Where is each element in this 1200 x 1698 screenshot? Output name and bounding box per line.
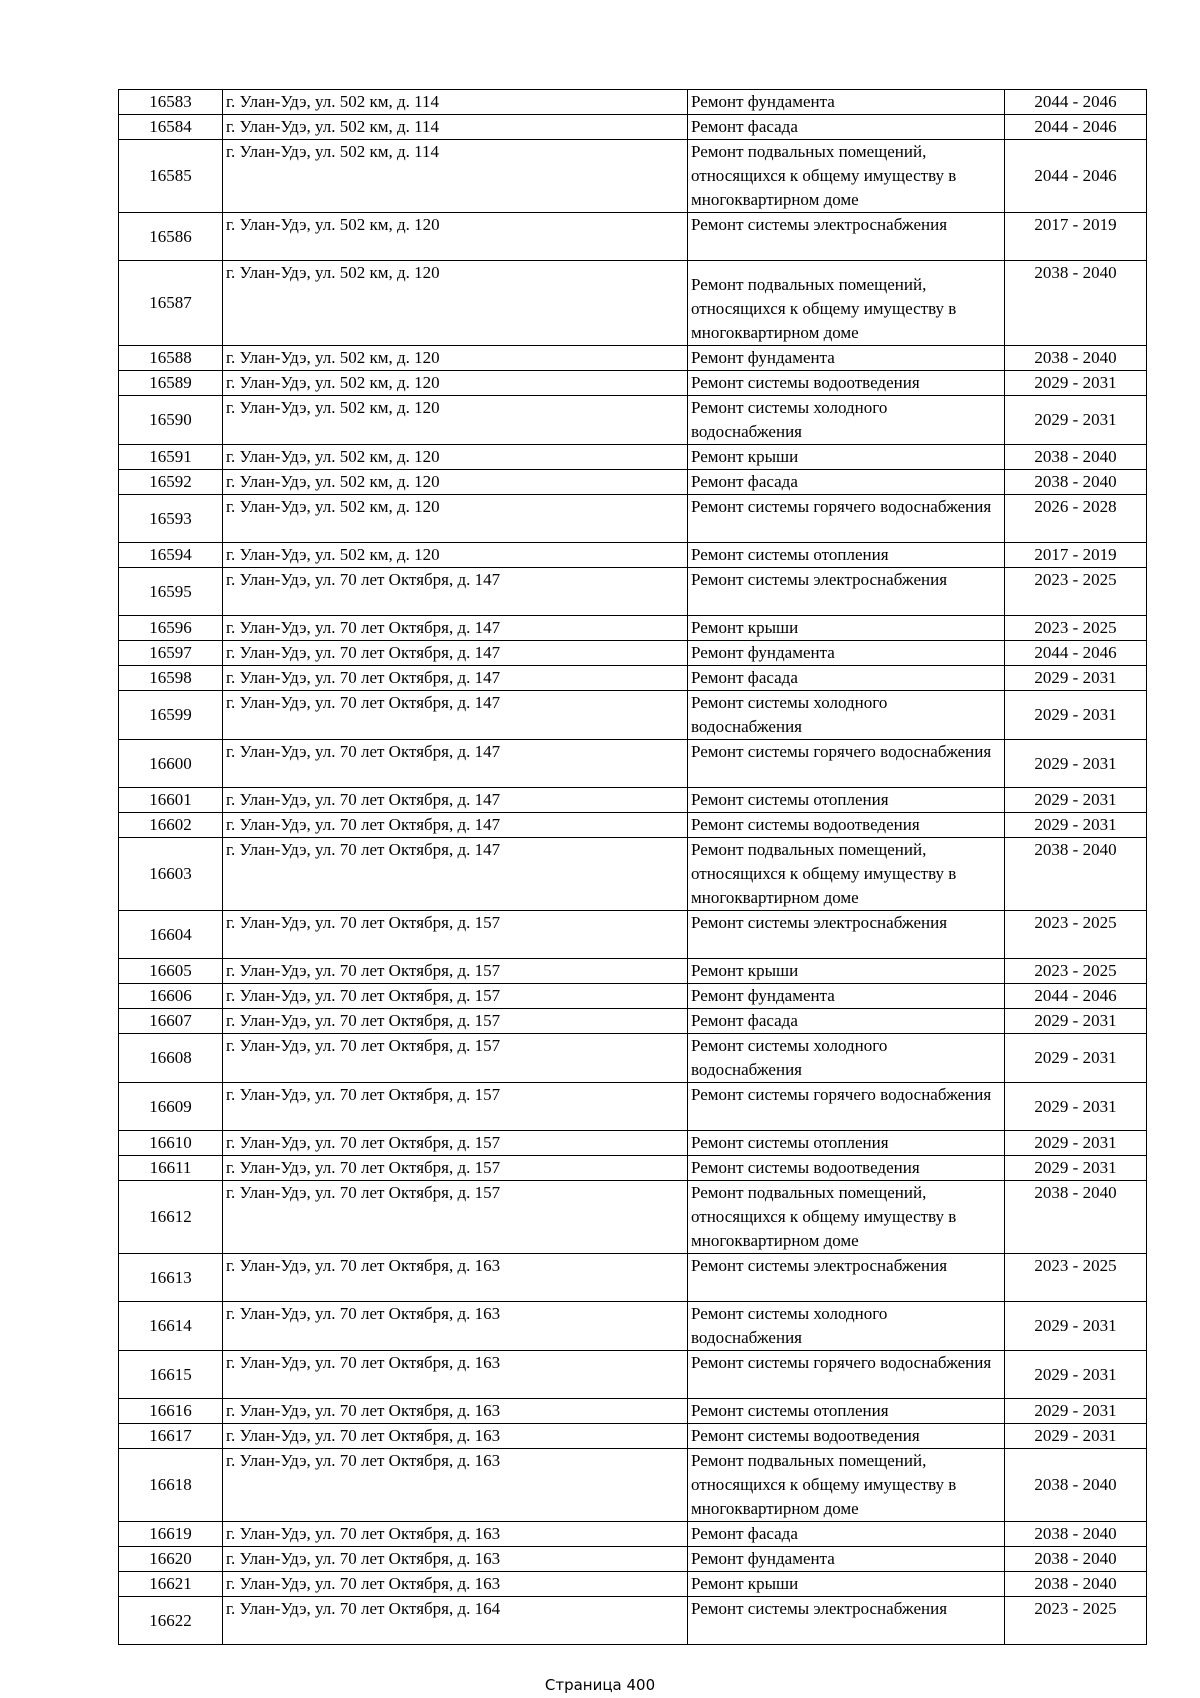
table-row bbox=[119, 1572, 1147, 1597]
work-type-cell: Ремонт подвальных помещений, относящихся к общему имуществу в многоквартирном доме bbox=[688, 261, 1005, 346]
address-cell: г. Улан-Удэ, ул. 70 лет Октября, д. 157 bbox=[223, 1131, 688, 1156]
work-type-cell: Ремонт фундамента bbox=[688, 984, 1005, 1009]
address-cell: г. Улан-Удэ, ул. 70 лет Октября, д. 157 bbox=[223, 1009, 688, 1034]
table-row bbox=[119, 1009, 1147, 1034]
address-cell: г. Улан-Удэ, ул. 70 лет Октября, д. 163 bbox=[223, 1547, 688, 1572]
period-cell: 2029 - 2031 bbox=[1005, 1399, 1147, 1424]
work-type-cell: Ремонт фасада bbox=[688, 1522, 1005, 1547]
row-number-cell: 16589 bbox=[119, 371, 223, 396]
work-type-cell: Ремонт подвальных помещений, относящихся к общему имуществу в многоквартирном доме bbox=[688, 140, 1005, 213]
work-type-cell: Ремонт системы холодного водоснабжения bbox=[688, 1302, 1005, 1351]
address-cell: г. Улан-Удэ, ул. 70 лет Октября, д. 157 bbox=[223, 1181, 688, 1254]
row-number-cell: 16619 bbox=[119, 1522, 223, 1547]
work-type-cell: Ремонт крыши bbox=[688, 1572, 1005, 1597]
period-cell: 2029 - 2031 bbox=[1005, 371, 1147, 396]
table-row bbox=[119, 90, 1147, 115]
work-type-cell: Ремонт системы электроснабжения bbox=[688, 568, 1005, 616]
address-cell: г. Улан-Удэ, ул. 70 лет Октября, д. 163 bbox=[223, 1424, 688, 1449]
row-number-cell: 16590 bbox=[119, 396, 223, 445]
table-row bbox=[119, 691, 1147, 740]
table-row bbox=[119, 568, 1147, 616]
address-cell: г. Улан-Удэ, ул. 70 лет Октября, д. 147 bbox=[223, 641, 688, 666]
work-type-cell: Ремонт фундамента bbox=[688, 90, 1005, 115]
table-row bbox=[119, 346, 1147, 371]
row-number-cell: 16602 bbox=[119, 813, 223, 838]
work-type-cell: Ремонт системы отопления bbox=[688, 1399, 1005, 1424]
period-cell: 2023 - 2025 bbox=[1005, 616, 1147, 641]
table-row bbox=[119, 666, 1147, 691]
work-type-cell: Ремонт крыши bbox=[688, 616, 1005, 641]
row-number-cell: 16601 bbox=[119, 788, 223, 813]
work-type-cell: Ремонт системы горячего водоснабжения bbox=[688, 1351, 1005, 1399]
address-cell: г. Улан-Удэ, ул. 70 лет Октября, д. 147 bbox=[223, 838, 688, 911]
table-row bbox=[119, 1254, 1147, 1302]
period-cell: 2029 - 2031 bbox=[1005, 1156, 1147, 1181]
work-type-cell: Ремонт крыши bbox=[688, 959, 1005, 984]
table-row bbox=[119, 1034, 1147, 1083]
work-type-cell: Ремонт системы холодного водоснабжения bbox=[688, 691, 1005, 740]
period-cell: 2017 - 2019 bbox=[1005, 543, 1147, 568]
table-row bbox=[119, 1156, 1147, 1181]
row-number-cell: 16584 bbox=[119, 115, 223, 140]
address-cell: г. Улан-Удэ, ул. 502 км, д. 120 bbox=[223, 495, 688, 543]
work-type-cell: Ремонт фундамента bbox=[688, 346, 1005, 371]
period-cell: 2029 - 2031 bbox=[1005, 396, 1147, 445]
work-type-cell: Ремонт системы электроснабжения bbox=[688, 1597, 1005, 1645]
table-row bbox=[119, 1597, 1147, 1645]
table-row bbox=[119, 140, 1147, 213]
row-number-cell: 16613 bbox=[119, 1254, 223, 1302]
table-row bbox=[119, 543, 1147, 568]
address-cell: г. Улан-Удэ, ул. 70 лет Октября, д. 163 bbox=[223, 1449, 688, 1522]
table-row bbox=[119, 495, 1147, 543]
period-cell: 2038 - 2040 bbox=[1005, 1181, 1147, 1254]
row-number-cell: 16585 bbox=[119, 140, 223, 213]
page-footer bbox=[0, 1676, 1200, 1694]
address-cell: г. Улан-Удэ, ул. 70 лет Октября, д. 147 bbox=[223, 740, 688, 788]
row-number-cell: 16592 bbox=[119, 470, 223, 495]
work-type-cell: Ремонт фундамента bbox=[688, 1547, 1005, 1572]
row-number-cell: 16591 bbox=[119, 445, 223, 470]
address-cell: г. Улан-Удэ, ул. 70 лет Октября, д. 147 bbox=[223, 691, 688, 740]
work-type-cell: Ремонт фасада bbox=[688, 1009, 1005, 1034]
period-cell: 2023 - 2025 bbox=[1005, 959, 1147, 984]
period-cell: 2038 - 2040 bbox=[1005, 1449, 1147, 1522]
address-cell: г. Улан-Удэ, ул. 70 лет Октября, д. 163 bbox=[223, 1399, 688, 1424]
period-cell: 2038 - 2040 bbox=[1005, 1547, 1147, 1572]
address-cell: г. Улан-Удэ, ул. 70 лет Октября, д. 157 bbox=[223, 1156, 688, 1181]
table-row bbox=[119, 1547, 1147, 1572]
row-number-cell: 16598 bbox=[119, 666, 223, 691]
table-row bbox=[119, 1083, 1147, 1131]
table-row bbox=[119, 1399, 1147, 1424]
address-cell: г. Улан-Удэ, ул. 502 км, д. 114 bbox=[223, 115, 688, 140]
table-row bbox=[119, 371, 1147, 396]
address-cell: г. Улан-Удэ, ул. 70 лет Октября, д. 164 bbox=[223, 1597, 688, 1645]
row-number-cell: 16622 bbox=[119, 1597, 223, 1645]
period-cell: 2029 - 2031 bbox=[1005, 740, 1147, 788]
row-number-cell: 16615 bbox=[119, 1351, 223, 1399]
work-type-cell: Ремонт фундамента bbox=[688, 641, 1005, 666]
work-type-cell: Ремонт подвальных помещений, относящихся к общему имуществу в многоквартирном доме bbox=[688, 1449, 1005, 1522]
address-cell: г. Улан-Удэ, ул. 502 км, д. 120 bbox=[223, 213, 688, 261]
table-row bbox=[119, 616, 1147, 641]
address-cell: г. Улан-Удэ, ул. 70 лет Октября, д. 157 bbox=[223, 1083, 688, 1131]
table-row bbox=[119, 788, 1147, 813]
row-number-cell: 16604 bbox=[119, 911, 223, 959]
period-cell: 2038 - 2040 bbox=[1005, 838, 1147, 911]
work-type-cell: Ремонт системы электроснабжения bbox=[688, 213, 1005, 261]
address-cell: г. Улан-Удэ, ул. 502 км, д. 120 bbox=[223, 346, 688, 371]
period-cell: 2029 - 2031 bbox=[1005, 1424, 1147, 1449]
row-number-cell: 16620 bbox=[119, 1547, 223, 1572]
row-number-cell: 16621 bbox=[119, 1572, 223, 1597]
period-cell: 2029 - 2031 bbox=[1005, 1083, 1147, 1131]
row-number-cell: 16617 bbox=[119, 1424, 223, 1449]
table-row bbox=[119, 1351, 1147, 1399]
period-cell: 2038 - 2040 bbox=[1005, 1522, 1147, 1547]
address-cell: г. Улан-Удэ, ул. 70 лет Октября, д. 147 bbox=[223, 666, 688, 691]
table-row bbox=[119, 740, 1147, 788]
work-type-cell: Ремонт системы отопления bbox=[688, 1131, 1005, 1156]
capital-repair-table bbox=[118, 89, 1147, 1645]
row-number-cell: 16594 bbox=[119, 543, 223, 568]
table-row bbox=[119, 1131, 1147, 1156]
table-body bbox=[119, 90, 1147, 1645]
table-row bbox=[119, 396, 1147, 445]
period-cell: 2038 - 2040 bbox=[1005, 261, 1147, 346]
row-number-cell: 16593 bbox=[119, 495, 223, 543]
work-type-cell: Ремонт подвальных помещений, относящихся к общему имуществу в многоквартирном доме bbox=[688, 838, 1005, 911]
work-type-cell: Ремонт системы холодного водоснабжения bbox=[688, 1034, 1005, 1083]
work-type-cell: Ремонт системы горячего водоснабжения bbox=[688, 495, 1005, 543]
work-type-cell: Ремонт крыши bbox=[688, 445, 1005, 470]
address-cell: г. Улан-Удэ, ул. 70 лет Октября, д. 147 bbox=[223, 813, 688, 838]
table-row bbox=[119, 213, 1147, 261]
table-row bbox=[119, 1522, 1147, 1547]
address-cell: г. Улан-Удэ, ул. 70 лет Октября, д. 147 bbox=[223, 788, 688, 813]
period-cell: 2023 - 2025 bbox=[1005, 1597, 1147, 1645]
period-cell: 2029 - 2031 bbox=[1005, 1302, 1147, 1351]
period-cell: 2044 - 2046 bbox=[1005, 115, 1147, 140]
row-number-cell: 16587 bbox=[119, 261, 223, 346]
row-number-cell: 16600 bbox=[119, 740, 223, 788]
row-number-cell: 16583 bbox=[119, 90, 223, 115]
address-cell: г. Улан-Удэ, ул. 502 км, д. 120 bbox=[223, 470, 688, 495]
row-number-cell: 16586 bbox=[119, 213, 223, 261]
table-row bbox=[119, 838, 1147, 911]
table-row bbox=[119, 445, 1147, 470]
period-cell: 2023 - 2025 bbox=[1005, 1254, 1147, 1302]
work-type-cell: Ремонт фасада bbox=[688, 666, 1005, 691]
work-type-cell: Ремонт фасада bbox=[688, 470, 1005, 495]
period-cell: 2038 - 2040 bbox=[1005, 445, 1147, 470]
period-cell: 2029 - 2031 bbox=[1005, 691, 1147, 740]
period-cell: 2029 - 2031 bbox=[1005, 1034, 1147, 1083]
row-number-cell: 16603 bbox=[119, 838, 223, 911]
period-cell: 2044 - 2046 bbox=[1005, 984, 1147, 1009]
address-cell: г. Улан-Удэ, ул. 502 км, д. 120 bbox=[223, 543, 688, 568]
table-row bbox=[119, 1302, 1147, 1351]
row-number-cell: 16597 bbox=[119, 641, 223, 666]
period-cell: 2029 - 2031 bbox=[1005, 1009, 1147, 1034]
table-row bbox=[119, 115, 1147, 140]
work-type-cell: Ремонт системы отопления bbox=[688, 543, 1005, 568]
row-number-cell: 16606 bbox=[119, 984, 223, 1009]
address-cell: г. Улан-Удэ, ул. 70 лет Октября, д. 163 bbox=[223, 1351, 688, 1399]
address-cell: г. Улан-Удэ, ул. 70 лет Октября, д. 157 bbox=[223, 984, 688, 1009]
row-number-cell: 16611 bbox=[119, 1156, 223, 1181]
work-type-cell: Ремонт системы холодного водоснабжения bbox=[688, 396, 1005, 445]
row-number-cell: 16599 bbox=[119, 691, 223, 740]
work-type-cell: Ремонт системы горячего водоснабжения bbox=[688, 740, 1005, 788]
work-type-cell: Ремонт системы водоотведения bbox=[688, 371, 1005, 396]
table-row bbox=[119, 470, 1147, 495]
period-cell: 2044 - 2046 bbox=[1005, 90, 1147, 115]
row-number-cell: 16588 bbox=[119, 346, 223, 371]
address-cell: г. Улан-Удэ, ул. 502 км, д. 120 bbox=[223, 396, 688, 445]
address-cell: г. Улан-Удэ, ул. 502 км, д. 120 bbox=[223, 261, 688, 346]
period-cell: 2023 - 2025 bbox=[1005, 568, 1147, 616]
period-cell: 2029 - 2031 bbox=[1005, 813, 1147, 838]
table-row bbox=[119, 959, 1147, 984]
work-type-cell: Ремонт системы электроснабжения bbox=[688, 911, 1005, 959]
row-number-cell: 16618 bbox=[119, 1449, 223, 1522]
table-row bbox=[119, 984, 1147, 1009]
work-type-cell: Ремонт системы отопления bbox=[688, 788, 1005, 813]
address-cell: г. Улан-Удэ, ул. 502 км, д. 114 bbox=[223, 140, 688, 213]
period-cell: 2044 - 2046 bbox=[1005, 641, 1147, 666]
period-cell: 2038 - 2040 bbox=[1005, 1572, 1147, 1597]
address-cell: г. Улан-Удэ, ул. 70 лет Октября, д. 163 bbox=[223, 1302, 688, 1351]
row-number-cell: 16595 bbox=[119, 568, 223, 616]
address-cell: г. Улан-Удэ, ул. 70 лет Октября, д. 163 bbox=[223, 1522, 688, 1547]
table-row bbox=[119, 1181, 1147, 1254]
table-row bbox=[119, 1424, 1147, 1449]
row-number-cell: 16596 bbox=[119, 616, 223, 641]
period-cell: 2026 - 2028 bbox=[1005, 495, 1147, 543]
table-row bbox=[119, 911, 1147, 959]
period-cell: 2029 - 2031 bbox=[1005, 788, 1147, 813]
period-cell: 2038 - 2040 bbox=[1005, 470, 1147, 495]
work-type-cell: Ремонт системы электроснабжения bbox=[688, 1254, 1005, 1302]
period-cell: 2017 - 2019 bbox=[1005, 213, 1147, 261]
period-cell: 2029 - 2031 bbox=[1005, 1131, 1147, 1156]
work-type-cell: Ремонт системы горячего водоснабжения bbox=[688, 1083, 1005, 1131]
work-type-cell: Ремонт системы водоотведения bbox=[688, 1424, 1005, 1449]
row-number-cell: 16609 bbox=[119, 1083, 223, 1131]
table-row bbox=[119, 813, 1147, 838]
row-number-cell: 16610 bbox=[119, 1131, 223, 1156]
address-cell: г. Улан-Удэ, ул. 70 лет Октября, д. 163 bbox=[223, 1572, 688, 1597]
row-number-cell: 16614 bbox=[119, 1302, 223, 1351]
address-cell: г. Улан-Удэ, ул. 502 км, д. 114 bbox=[223, 90, 688, 115]
work-type-cell: Ремонт системы водоотведения bbox=[688, 1156, 1005, 1181]
period-cell: 2029 - 2031 bbox=[1005, 1351, 1147, 1399]
period-cell: 2029 - 2031 bbox=[1005, 666, 1147, 691]
work-type-cell: Ремонт фасада bbox=[688, 115, 1005, 140]
table-row bbox=[119, 641, 1147, 666]
table-row bbox=[119, 261, 1147, 346]
address-cell: г. Улан-Удэ, ул. 70 лет Октября, д. 157 bbox=[223, 959, 688, 984]
table-row bbox=[119, 1449, 1147, 1522]
address-cell: г. Улан-Удэ, ул. 70 лет Октября, д. 157 bbox=[223, 1034, 688, 1083]
period-cell: 2044 - 2046 bbox=[1005, 140, 1147, 213]
address-cell: г. Улан-Удэ, ул. 70 лет Октября, д. 163 bbox=[223, 1254, 688, 1302]
address-cell: г. Улан-Удэ, ул. 502 км, д. 120 bbox=[223, 371, 688, 396]
address-cell: г. Улан-Удэ, ул. 70 лет Октября, д. 157 bbox=[223, 911, 688, 959]
work-type-cell: Ремонт подвальных помещений, относящихся к общему имуществу в многоквартирном доме bbox=[688, 1181, 1005, 1254]
row-number-cell: 16612 bbox=[119, 1181, 223, 1254]
period-cell: 2023 - 2025 bbox=[1005, 911, 1147, 959]
row-number-cell: 16607 bbox=[119, 1009, 223, 1034]
period-cell: 2038 - 2040 bbox=[1005, 346, 1147, 371]
address-cell: г. Улан-Удэ, ул. 502 км, д. 120 bbox=[223, 445, 688, 470]
row-number-cell: 16605 bbox=[119, 959, 223, 984]
address-cell: г. Улан-Удэ, ул. 70 лет Октября, д. 147 bbox=[223, 616, 688, 641]
address-cell: г. Улан-Удэ, ул. 70 лет Октября, д. 147 bbox=[223, 568, 688, 616]
page-number: Страница 400 bbox=[544, 1676, 656, 1694]
row-number-cell: 16608 bbox=[119, 1034, 223, 1083]
row-number-cell: 16616 bbox=[119, 1399, 223, 1424]
work-type-cell: Ремонт системы водоотведения bbox=[688, 813, 1005, 838]
